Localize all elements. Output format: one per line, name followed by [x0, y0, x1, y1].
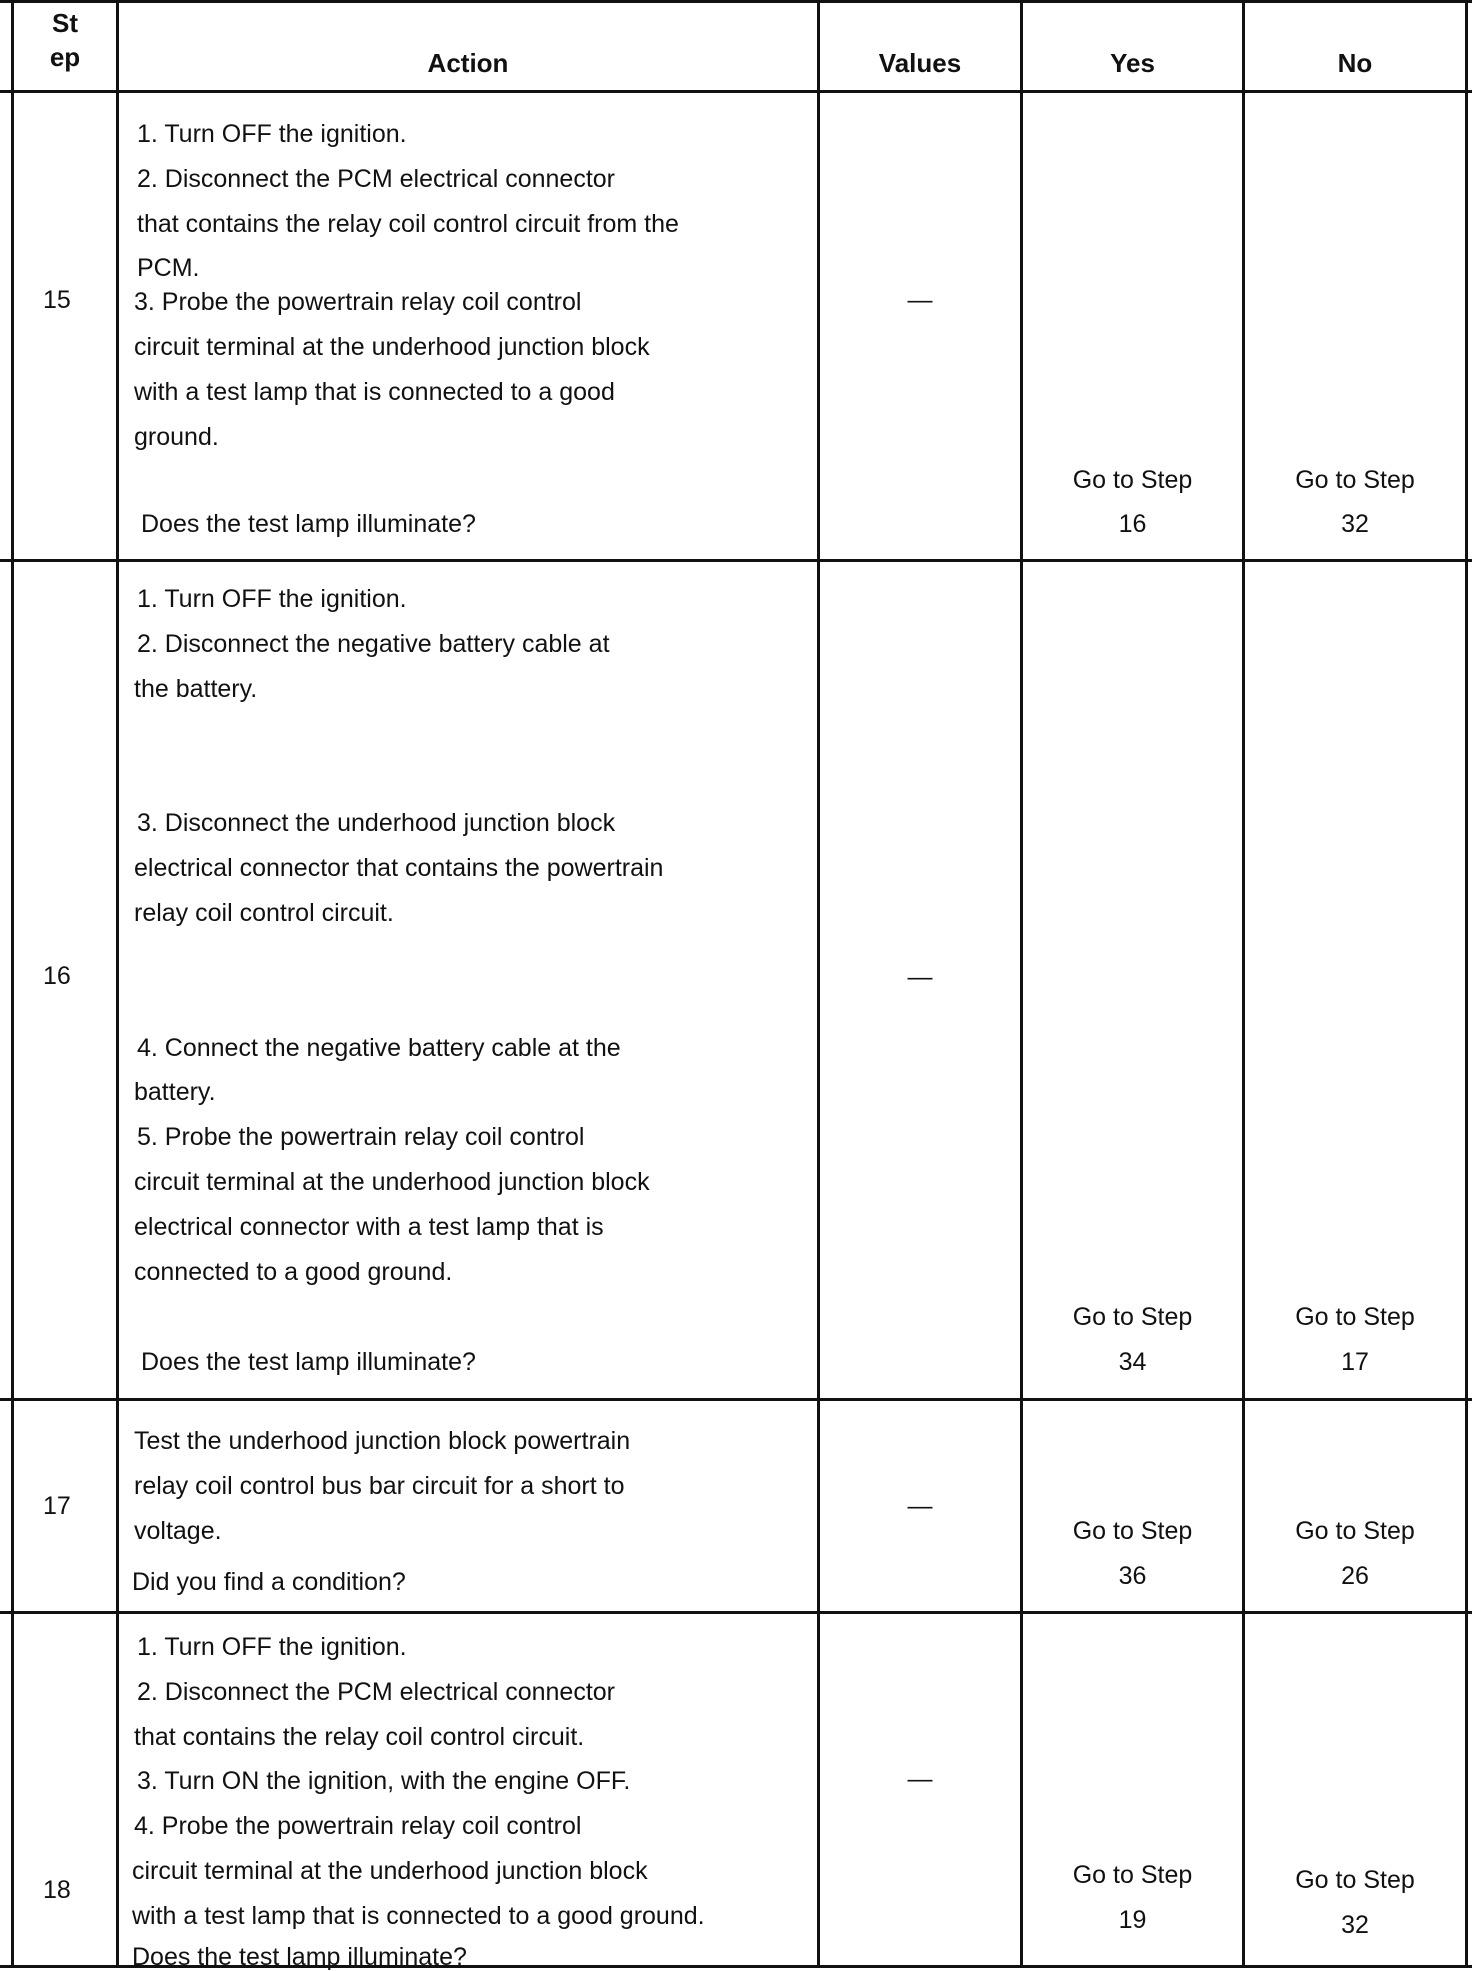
header-divider [0, 90, 1472, 93]
action-line: 3. Turn ON the ignition, with the engine OFF. [137, 1767, 631, 1795]
action-line: electrical connector with a test lamp that is [134, 1213, 604, 1241]
column-divider [1242, 0, 1245, 1968]
action-line: 4. Probe the powertrain relay coil control [134, 1812, 582, 1840]
action-line: 1. Turn OFF the ignition. [137, 585, 407, 613]
step-number: 15 [43, 286, 71, 314]
step-number: 18 [43, 1876, 71, 1904]
action-question: Does the test lamp illuminate? [132, 1943, 467, 1971]
header-action: Action [427, 48, 509, 78]
action-line: Test the underhood junction block powertrain [134, 1427, 631, 1455]
action-line: electrical connector that contains the powertrain [134, 854, 664, 882]
action-line: 1. Turn OFF the ignition. [137, 1633, 407, 1661]
action-line: voltage. [134, 1517, 222, 1545]
action-line: with a test lamp that is connected to a good [134, 378, 615, 406]
row-divider [0, 1611, 1472, 1614]
yes-goto-label: Go to Step [1072, 1303, 1193, 1331]
action-question: Does the test lamp illuminate? [141, 510, 476, 538]
action-line: the battery. [134, 675, 258, 703]
action-line: circuit terminal at the underhood junction block [134, 1168, 650, 1196]
header-step-line2: ep [49, 42, 81, 72]
action-line: battery. [134, 1078, 216, 1106]
action-line: 2. Disconnect the PCM electrical connector [137, 165, 615, 193]
yes-goto-step: 34 [1118, 1348, 1147, 1376]
action-line: circuit terminal at the underhood junction block [132, 1857, 648, 1885]
action-line: 1. Turn OFF the ignition. [137, 120, 407, 148]
table-border-right [1465, 0, 1468, 1968]
header-yes: Yes [1110, 48, 1155, 78]
no-goto-label: Go to Step [1295, 466, 1415, 494]
no-goto-label: Go to Step [1295, 1303, 1415, 1331]
action-question: Did you find a condition? [132, 1568, 406, 1596]
header-step [14, 6, 116, 74]
no-goto-step: 26 [1341, 1562, 1369, 1590]
action-line: 2. Disconnect the negative battery cable at [137, 630, 610, 658]
no-goto-step: 32 [1341, 510, 1369, 538]
action-line: that contains the relay coil control circuit from the [137, 210, 679, 238]
action-line: 2. Disconnect the PCM electrical connector [137, 1678, 615, 1706]
action-line: relay coil control bus bar circuit for a short to [134, 1472, 625, 1500]
action-line: connected to a good ground. [134, 1258, 453, 1286]
value-cell: — [907, 1492, 933, 1520]
action-line: 4. Connect the negative battery cable at the [137, 1034, 621, 1062]
action-line: relay coil control circuit. [134, 899, 394, 927]
value-cell: — [907, 1765, 933, 1793]
action-line: ground. [134, 423, 219, 451]
no-goto-step: 17 [1341, 1348, 1369, 1376]
action-line: with a test lamp that is connected to a good ground. [132, 1902, 705, 1930]
step-number: 17 [43, 1492, 71, 1520]
no-goto-label: Go to Step [1295, 1866, 1415, 1894]
header-no: No [1337, 48, 1373, 78]
action-question: Does the test lamp illuminate? [141, 1348, 476, 1376]
action-line: 3. Disconnect the underhood junction block [137, 809, 616, 837]
yes-goto-step: 36 [1118, 1562, 1147, 1590]
action-line: 5. Probe the powertrain relay coil control [137, 1123, 585, 1151]
action-line: that contains the relay coil control circuit. [134, 1723, 585, 1751]
value-cell: — [907, 286, 933, 314]
action-line: circuit terminal at the underhood junction block [134, 333, 650, 361]
header-step-line1: St [52, 8, 78, 38]
yes-goto-label: Go to Step [1072, 466, 1193, 494]
yes-goto-label: Go to Step [1072, 1517, 1193, 1545]
row-divider [0, 559, 1472, 562]
header-values: Values [878, 48, 962, 78]
column-divider [116, 0, 119, 1968]
row-divider [0, 1398, 1472, 1401]
yes-goto-step: 19 [1118, 1906, 1147, 1934]
yes-goto-step: 16 [1118, 510, 1147, 538]
no-goto-step: 32 [1341, 1911, 1369, 1939]
action-line: PCM. [137, 254, 200, 282]
yes-goto-label: Go to Step [1072, 1861, 1193, 1889]
step-number: 16 [43, 962, 71, 990]
table-border-top [0, 0, 1472, 3]
table-border-left [11, 0, 14, 1968]
no-goto-label: Go to Step [1295, 1517, 1415, 1545]
column-divider [1020, 0, 1023, 1968]
value-cell: — [907, 963, 933, 991]
action-line: 3. Probe the powertrain relay coil control [134, 288, 582, 316]
